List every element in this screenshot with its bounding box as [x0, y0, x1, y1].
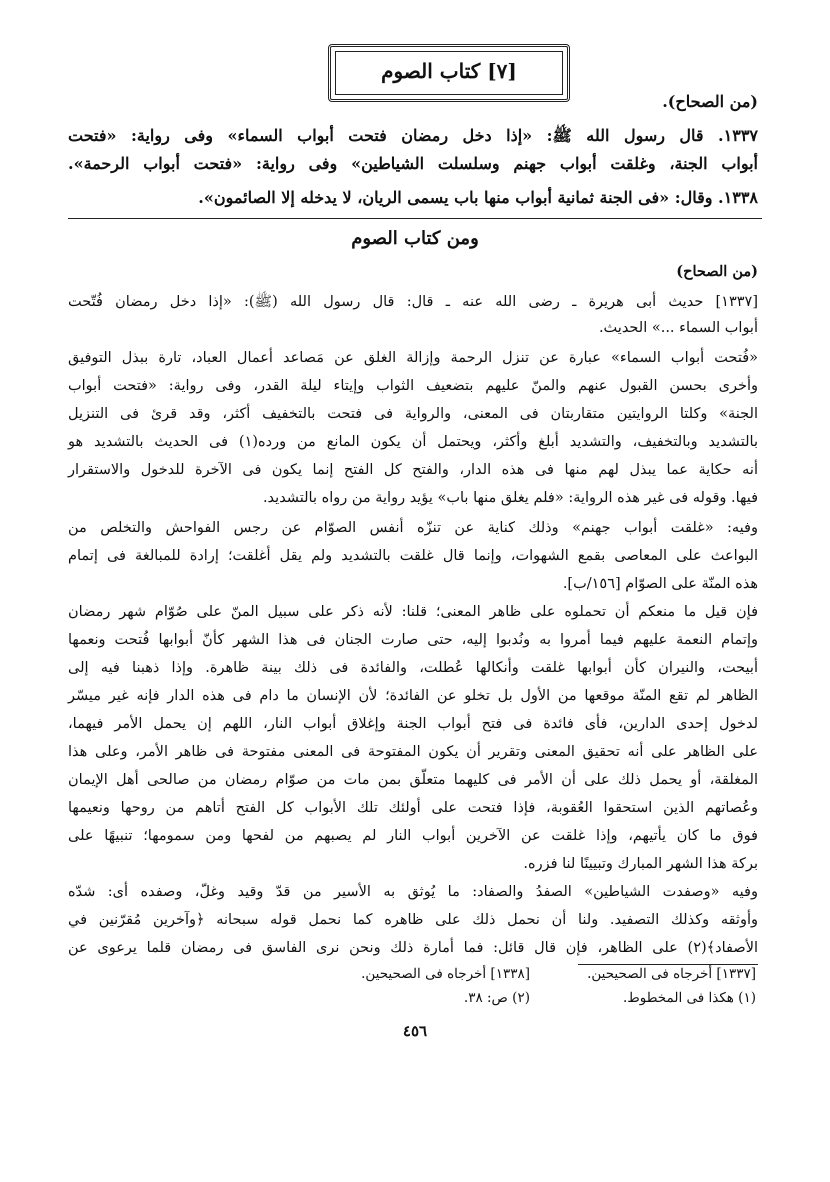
text-line: «فُتحت أبواب السماء» عبارة عن تنزل الرحمة وإزالة الغلق عن مَصاعد أعمال العباد، تارة ببذل التوفيق [68, 350, 758, 366]
section-divider [68, 218, 762, 219]
text-line: وأخرى بحسن القبول عنهم والمنّ عليهم بتضعيف الثواب وإيتاء ليلة القدر، وفى رواية: «فتحت أبواب [68, 378, 758, 394]
text-line: بالتشديد وبالتخفيف، والتشديد أبلغ وأكثر، ويحتمل أن يكون المانع من ورده(١) فى الحديث بالتشديد هو [68, 434, 758, 450]
text-line: الظاهر لم تقع المنّة موقعها من الأول بل تخلو عن الفائدة؛ لأن الإنسان ما دام فى هذه الدار فإنه غير ميسّر [68, 688, 758, 704]
footnote-1337: [١٣٣٧] أخرجاه فى الصحيحين. [587, 966, 756, 982]
text-line: أبيحت، والنيران كأن أبوابها غلقت وأنكالها عُطلت، والفائدة فى ذلك بينة ظاهرة. وإذا ذهبنا فيه إلى [68, 660, 758, 676]
page-number: ٤٥٦ [402, 1022, 428, 1040]
text-line: أبواب السماء ...» الحديث. [598, 320, 758, 336]
text-line: على الظاهر على أنه تحقيق المعنى وتقرير أن يكون المفتوحة فى المعنى مفتوحة فى ظاهر الأمر، وعلى هذا [68, 744, 758, 760]
text-line: الأصفاد﴾(٢) على الظاهر، فإن قال قائل: فما أمارة ذلك ونحن نرى الفاسق فى رمضان قلما يرعوى عن [68, 940, 758, 956]
footnote-rule [578, 964, 758, 965]
text-line: فإن قيل ما منعكم أن تحملوه على ظاهر المعنى؛ قلنا: لأنه ذكر على سبيل المنّ على صُوّام شهر رمضان [68, 604, 758, 620]
footnote-2: (٢) ص: ٣٨. [463, 990, 530, 1006]
text-line: فوق ما كان يأتيهم، وإذا غلقت عن الآخرين أبواب النار لم يصبهم من لفحها ومن سمومها؛ تنبيهًا على [68, 828, 758, 844]
hadith-1338: ١٣٣٨. وقال: «فى الجنة ثمانية أبواب منها باب يسمى الريان، لا يدخله إلا الصائمون». [198, 188, 758, 207]
text-line: بركة هذا الشهر المبارك وتبيينًا لنا فزره. [523, 856, 758, 872]
text-line: وفيه «وصفدت الشياطين» الصفدُ والصفاد: ما يُوثق به الأسير من قدّ وقيد وغلّ، وصفده أى: شدّه [68, 884, 758, 900]
text-line: وعُصاتهم الذين استحقوا العُقوبة، فإذا فتحت على أولئك تلك الأبواب كل الفتح أتاهم من روحها ونعيمها [68, 800, 758, 816]
commentary-source: (من الصحاح) [676, 263, 758, 280]
text-line: [١٣٣٧] حديث أبى هريرة ـ رضى الله عنه ـ قال: قال رسول الله (ﷺ): «إذا دخل رمضان فُتّحت [68, 294, 758, 310]
text-line: أنه حكاية عما يبذل لهم منها فى هذه الدار، والفتح كل الفتح إنما يكون فى الآخرة للدخول والاستقرار [68, 462, 758, 478]
text-line: البواعث على المعاصى بقمع الشهوات، وإنما قال غلقت بالتشديد ولم يقل أغلقت؛ إرادة للمبالغة فى إتمام [68, 548, 758, 564]
text-line: وإتمام النعمة عليهم فيما أمروا به ونُدبوا إليه، حتى صارت الجنان فى هذا الشهر كأنّ أبوابها فُتحت ونعمها [68, 632, 758, 648]
text-line: لدخول إحدى الدارين، فأى فائدة فى فتح أبواب الجنة وإغلاق أبواب النار، اللهم إن يحمل الأمر فيهما، [68, 716, 758, 732]
text-line: وفيه: «غلقت أبواب جهنم» وذلك كناية عن تنزّه أنفس الصوّام عن رجس الفواحش والتخلص من [68, 520, 758, 536]
commentary-title: ومن كتاب الصوم [351, 228, 479, 249]
text-line: الجنة» وكلتا الروايتين متقاربتان فى المعنى، والرواية فى فتحت بالتخفيف أكثر، وقد قرئ فى التنزيل [68, 406, 758, 422]
chapter-title: [٧] كتاب الصوم [381, 59, 517, 83]
text-line: هذه المنّة على الصوّام [١٥٦/ب]. [562, 576, 758, 592]
text-line: وأوثقه وكذلك التصفيد. ولنا أن نحمل ذلك على ظاهره كما نحمل قوله سبحانه ﴿وآخرين مُقرّنين في [68, 912, 758, 928]
footnote-1: (١) هكذا فى المخطوط. [622, 990, 756, 1006]
top-source: (من الصحاح). [662, 92, 758, 111]
text-line: فيها. وقوله فى غير هذه الرواية: «فلم يغلق منها باب» يؤيد رواية من رواه بالتشديد. [262, 490, 758, 506]
hadith-1337-line-2: أبواب الجنة، وغلقت أبواب جهنم وسلسلت الشياطين» وفى رواية: «فتحت أبواب الرحمة». [68, 154, 758, 173]
hadith-1337-line-1: ١٣٣٧. قال رسول الله ﷺ: «إذا دخل رمضان فتحت أبواب السماء» وفى رواية: «فتحت [68, 126, 758, 145]
footnote-1338: [١٣٣٨] أخرجاه فى الصحيحين. [361, 966, 530, 982]
text-line: المغلقة، أو يحمل ذلك على أن الأمر فى كليهما متعلّق بمن مات من صوّام رمضان من صالحى أهل الإيمان [68, 772, 758, 788]
